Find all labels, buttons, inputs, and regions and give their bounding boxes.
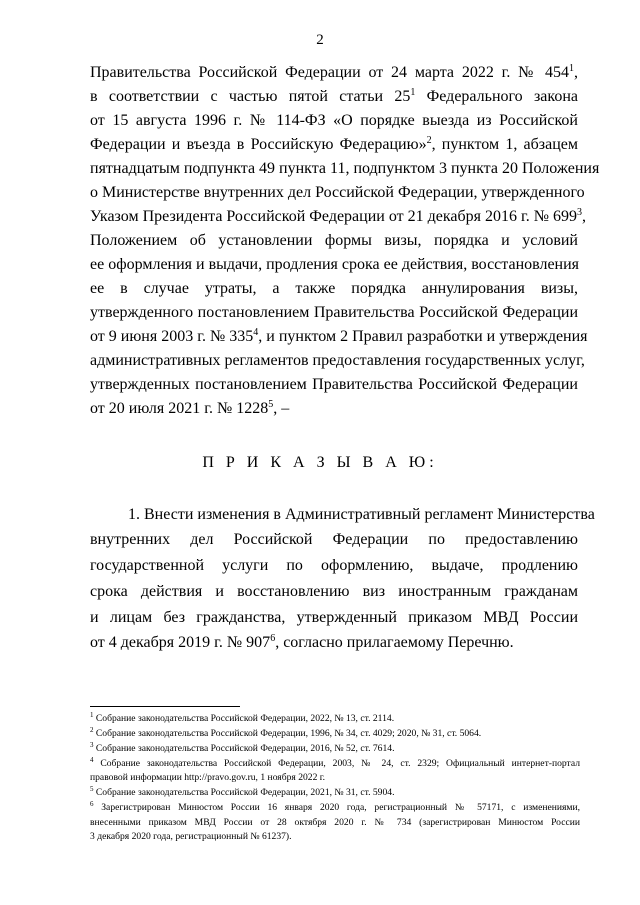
body-line: ее оформления и выдачи, продления срока ее действия, восстановления (90, 256, 580, 273)
body-line: от 15 августа 1996 г. № 114-ФЗ «О порядке выезда из Российской (90, 112, 578, 129)
body-line: от 20 июля 2021 г. № 1228$^5$, – (90, 399, 290, 417)
body-line: пятнадцатым подпункта 49 пункта 11, подпунктом 3 пункта 20 Положения (90, 160, 600, 177)
body-line: о Министерстве внутренних дел Российской Федерации, утвержденного (90, 184, 585, 201)
item-line: от 4 декабря 2019 г. № $907^6$, согласно прилагаемому Перечню. (90, 633, 514, 651)
footnote: $^3$ Собрание законодательства Российской Федерации, 2016, № 52, ст. 7614. (90, 741, 395, 754)
footnote: $^6$ Зарегистрирован Минюстом России 16 января 2020 года, регистрационный № 57171, с изменениями, (90, 800, 580, 813)
footnote-continuation: внесенными приказом МВД России от 28 октября 2020 г. № 734 (зарегистрирован Минюстом России (90, 817, 580, 828)
body-line: Указом Президента Российской Федерации от 21 декабря 2016 г. № $699^3$, (90, 207, 587, 225)
footnote-continuation: правовой информации http://pravo.gov.ru, 1 ноября 2022 г. (90, 772, 326, 783)
body-line: Положением об установлении формы визы, порядка и условий (90, 232, 578, 249)
footnote: $^2$ Собрание законодательства Российской Федерации, 1996, № 34, ст. 4029; 2020, № 31, ст. 5064. (90, 726, 482, 739)
item-line: государственной услуги по оформлению, выдаче, продлению (90, 557, 578, 574)
footnote: $^1$ Собрание законодательства Российской Федерации, 2022, № 13, ст. 2114. (90, 711, 395, 724)
footnote-continuation: 3 декабря 2020 года, регистрационный № 61237). (90, 831, 292, 842)
footnote-separator (90, 706, 240, 707)
footnote: $^5$ Собрание законодательства Российской Федерации, 2021, № 31, ст. 5904. (90, 785, 395, 798)
page-number: 2 (316, 32, 324, 48)
body-line: утвержденного постановлением Правительства Российской Федерации (90, 304, 578, 321)
body-line: в соответствии с частью пятой статьи $25^1$ Федерального закона (90, 87, 578, 105)
body-line: утвержденных постановлением Правительства Российской Федерации (90, 376, 578, 393)
body-line: Правительства Российской Федерации от 24 марта 2022 г. № $454^1$, (90, 63, 578, 81)
footnote: $^4$ Собрание законодательства Российской Федерации, 2003, № 24, ст. 2329; Официальный интернет-портал (90, 756, 580, 769)
item-line: 1. Внести изменения в Административный регламент Министерства (128, 506, 595, 523)
order-heading: П Р И К А З Ы В А Ю: (202, 454, 438, 471)
body-line: административных регламентов предоставления государственных услуг, (90, 352, 585, 369)
item-line: срока действия и восстановлению виз иностранным гражданам (90, 583, 578, 600)
body-line: Федерации и въезда в Российскую Федерацию»$^2$, пунктом 1, абзацем (90, 135, 578, 153)
body-line: ее в случае утраты, а также порядка аннулирования визы, (90, 280, 578, 297)
item-line: внутренних дел Российской Федерации по предоставлению (90, 531, 578, 548)
body-line: от 9 июня 2003 г. № $335^4$, и пунктом 2 Правил разработки и утверждения (90, 327, 588, 345)
item-line: и лицам без гражданства, утвержденный приказом МВД России (90, 609, 578, 626)
